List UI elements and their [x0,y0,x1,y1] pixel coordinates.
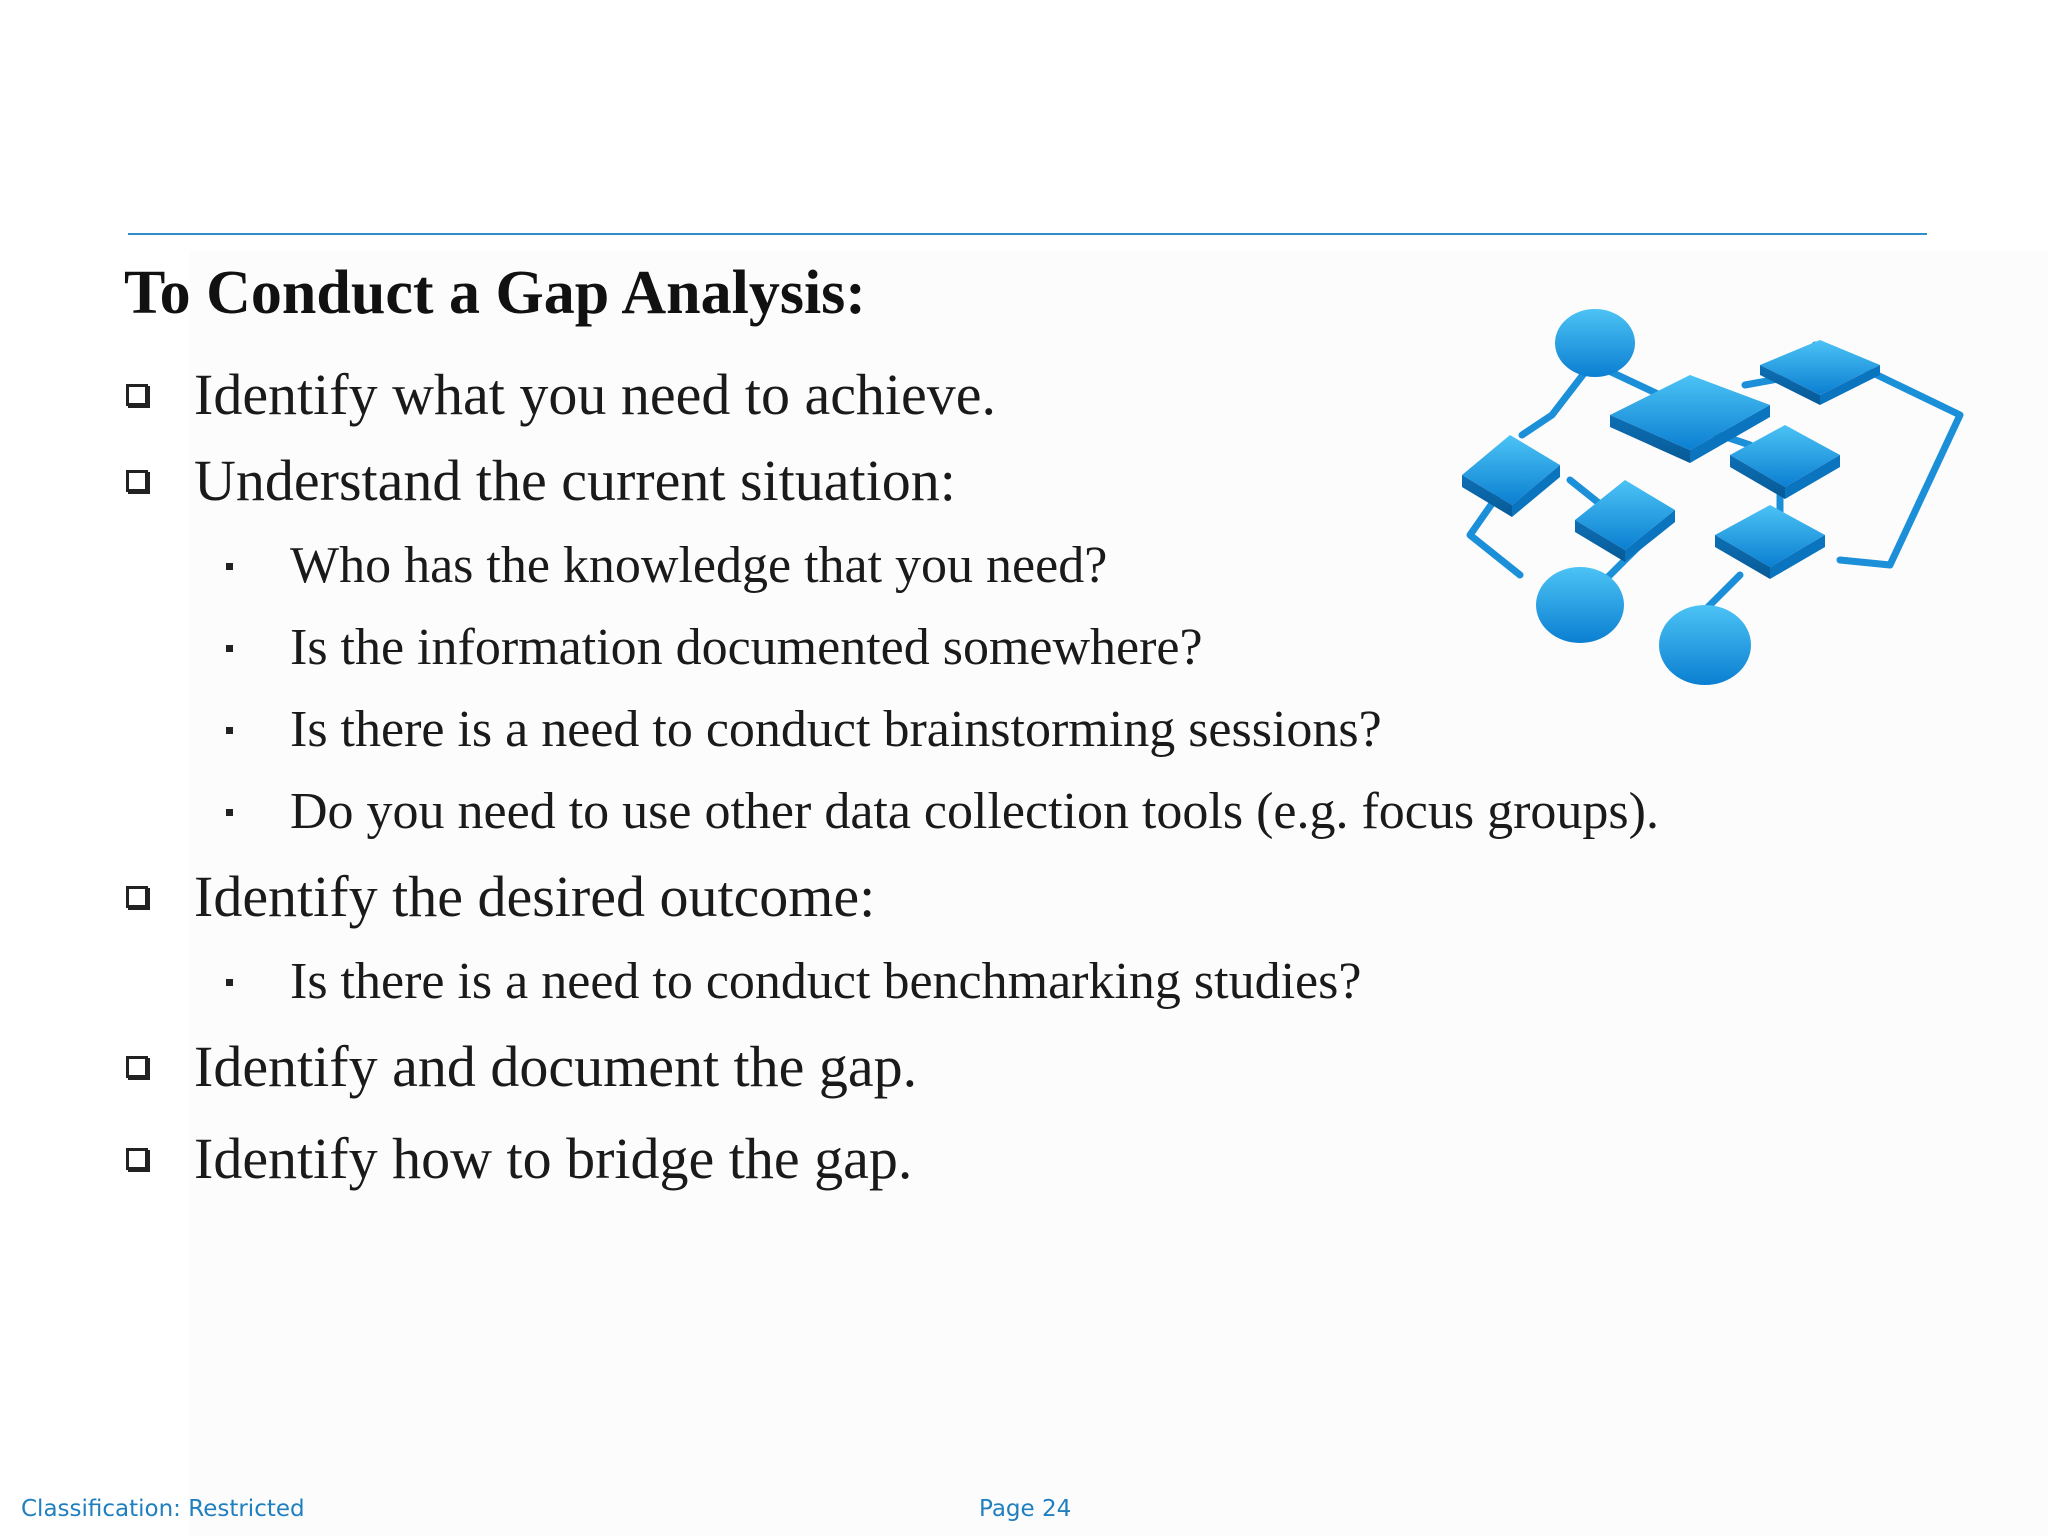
square-bullet-icon [126,384,148,406]
sub-bullet-item [220,783,1659,840]
bullet-text: Identify what you need to achieve. [194,362,997,427]
dot-bullet-icon [226,809,233,816]
classification-label: Classification: Restricted [21,1496,305,1522]
bullet-item [126,448,956,513]
dot-bullet-icon [226,563,233,570]
bullet-text: Identify how to bridge the gap. [194,1126,913,1191]
square-bullet-icon [126,1056,148,1078]
square-bullet-icon [126,1148,148,1170]
bullet-text: Do you need to use other data collection tools (e.g. focus groups). [290,783,1659,840]
square-bullet-icon [126,470,148,492]
bullet-text: Is there is a need to conduct brainstorming sessions? [290,701,1382,758]
dot-bullet-icon [226,979,233,986]
sub-bullet-item [220,619,1203,676]
sub-bullet-item [220,953,1362,1010]
dot-bullet-icon [226,727,233,734]
bullet-item [126,864,876,929]
bullet-text: Identify and document the gap. [194,1034,918,1099]
square-bullet-icon [126,886,148,908]
bullet-text: Understand the current situation: [194,448,956,513]
sub-bullet-item [220,701,1382,758]
flowchart-icon [1440,305,1980,695]
page-number: Page 24 [979,1496,1072,1522]
sub-bullet-item [220,537,1108,594]
bullet-text: Is the information documented somewhere? [290,619,1203,676]
bullet-item [126,1034,918,1099]
bullet-text: Who has the knowledge that you need? [290,537,1108,594]
dot-bullet-icon [226,645,233,652]
bullet-item [126,362,997,427]
bullet-text: Is there is a need to conduct benchmarking studies? [290,953,1362,1010]
bullet-item [126,1126,913,1191]
slide-title: To Conduct a Gap Analysis: [124,259,866,327]
bullet-text: Identify the desired outcome: [194,864,876,929]
